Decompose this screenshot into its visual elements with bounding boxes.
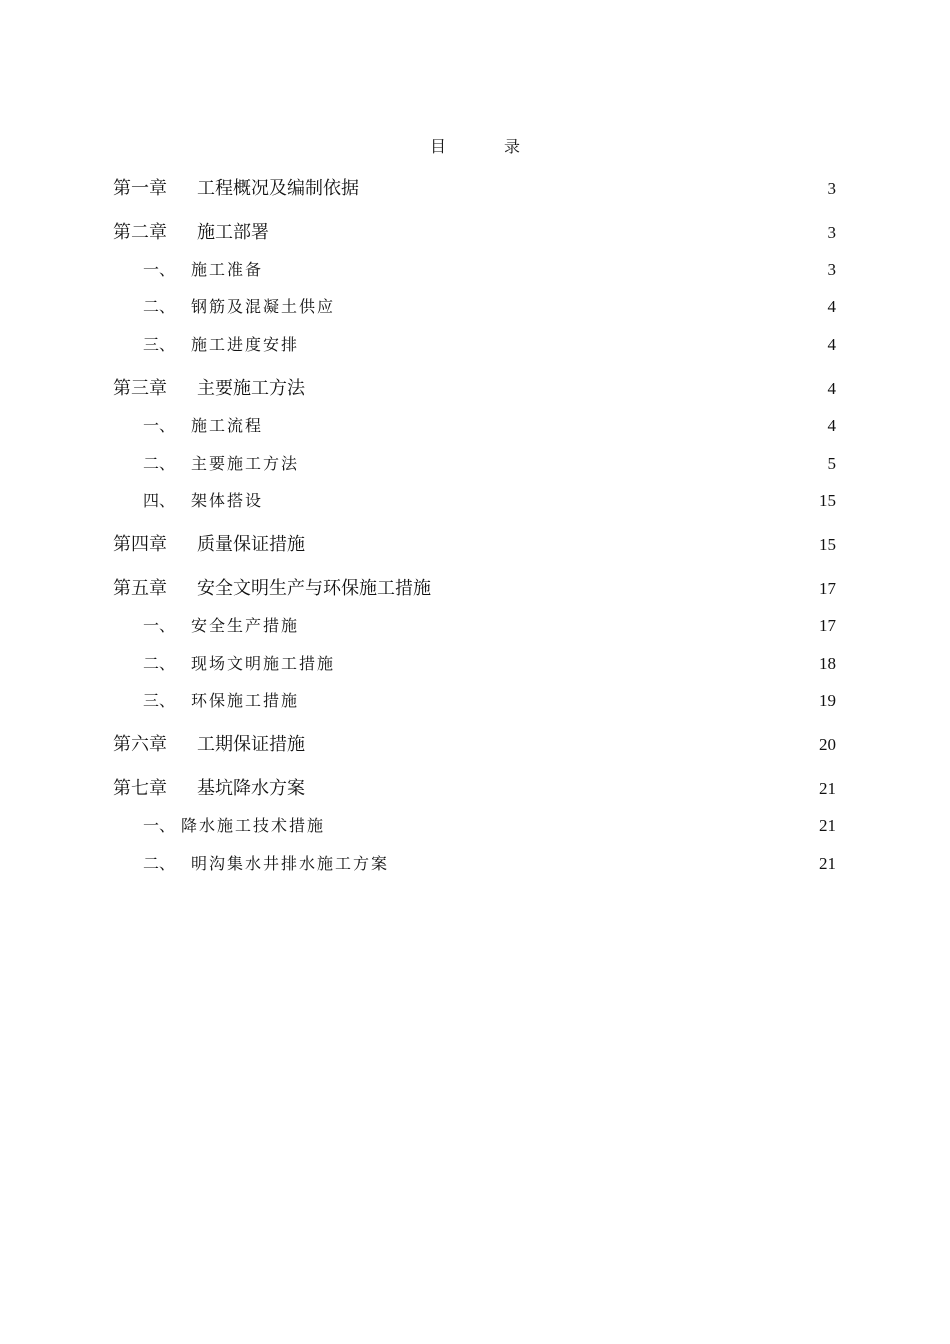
toc-entry-page: 21 (819, 816, 836, 835)
toc-entry-chapter-1[interactable] (0, 175, 950, 203)
toc-entry-number: 二、 (143, 854, 176, 873)
toc-entry-number: 第七章 (113, 778, 167, 799)
toc-entry-title: 钢筋及混凝土供应 (191, 297, 336, 316)
toc-entry-title: 基坑降水方案 (197, 778, 305, 799)
toc-entry-title: 工期保证措施 (197, 734, 305, 755)
toc-entry-chapter-6[interactable] (0, 731, 950, 759)
toc-entry-section[interactable] (0, 256, 950, 284)
toc-entry-number: 第二章 (113, 222, 167, 243)
toc-entry-section[interactable] (0, 687, 950, 715)
toc-entry-page: 4 (827, 335, 836, 354)
toc-entry-section[interactable] (0, 650, 950, 678)
toc-entry-chapter-2[interactable] (0, 219, 950, 247)
toc-entry-title: 施工部署 (197, 222, 269, 243)
toc-entry-page: 17 (819, 579, 836, 598)
toc-entry-number: 第五章 (113, 578, 167, 599)
toc-entry-page: 4 (827, 297, 836, 316)
toc-entry-number: 二、 (143, 297, 176, 316)
toc-title-right: 录 (504, 137, 521, 156)
toc-entry-number: 一、 (143, 616, 176, 635)
toc-entry-chapter-4[interactable] (0, 531, 950, 559)
toc-entry-number: 一、 (143, 260, 176, 279)
toc-entry-page: 5 (827, 454, 836, 473)
toc-entry-title: 安全生产措施 (191, 616, 300, 635)
toc-entry-page: 19 (819, 691, 836, 710)
toc-entry-title: 施工准备 (191, 260, 264, 279)
toc-entry-section[interactable] (0, 412, 950, 440)
toc-entry-number: 一、 (143, 416, 176, 435)
toc-entry-title: 现场文明施工措施 (191, 654, 336, 673)
toc-entry-title: 工程概况及编制依据 (197, 178, 359, 199)
toc-entry-title: 安全文明生产与环保施工措施 (197, 578, 431, 599)
toc-entry-page: 4 (827, 379, 836, 398)
toc-entry-page: 21 (819, 779, 836, 798)
toc-entry-page: 4 (827, 416, 836, 435)
toc-entry-page: 15 (819, 535, 836, 554)
toc-entry-number: 二、 (143, 654, 176, 673)
toc-entry-page: 15 (819, 491, 836, 510)
toc-entry-number: 三、 (143, 335, 176, 354)
toc-entry-number: 一、 (143, 816, 176, 835)
toc-entry-chapter-7[interactable] (0, 775, 950, 803)
toc-entry-number: 第六章 (113, 734, 167, 755)
toc-entry-title: 主要施工方法 (197, 378, 305, 399)
toc-entry-number: 第三章 (113, 378, 167, 399)
toc-entry-page: 3 (827, 260, 836, 279)
toc-entry-chapter-3[interactable] (0, 375, 950, 403)
toc-entry-chapter-5[interactable] (0, 575, 950, 603)
toc-entry-number: 四、 (143, 491, 176, 510)
toc-entry-title: 架体搭设 (191, 491, 264, 510)
toc-entry-page: 17 (819, 616, 836, 635)
toc-entry-number: 第一章 (113, 178, 167, 199)
toc-entry-title: 施工进度安排 (191, 335, 300, 354)
toc-entry-section[interactable] (0, 850, 950, 878)
toc-entry-section[interactable] (0, 450, 950, 478)
toc-title-left: 目 (429, 137, 446, 156)
toc-entry-title: 环保施工措施 (191, 691, 300, 710)
toc-entry-section[interactable] (0, 612, 950, 640)
toc-entry-page: 20 (819, 735, 836, 754)
toc-entry-title: 质量保证措施 (197, 534, 305, 555)
toc-entry-section[interactable] (0, 331, 950, 359)
toc-entry-section[interactable] (0, 487, 950, 515)
toc-entry-page: 18 (819, 654, 836, 673)
toc-entry-title: 降水施工技术措施 (181, 816, 326, 835)
toc-entry-title: 明沟集水井排水施工方案 (191, 854, 390, 873)
toc-entry-page: 21 (819, 854, 836, 873)
toc-entry-page: 3 (827, 179, 836, 198)
toc-entry-number: 二、 (143, 454, 176, 473)
toc-entry-title: 施工流程 (191, 416, 264, 435)
toc-entry-page: 3 (827, 223, 836, 242)
toc-entry-title: 主要施工方法 (191, 454, 300, 473)
toc-entry-section[interactable] (0, 293, 950, 321)
toc-entry-number: 三、 (143, 691, 176, 710)
toc-entry-number: 第四章 (113, 534, 167, 555)
toc-entry-section[interactable] (0, 812, 950, 840)
